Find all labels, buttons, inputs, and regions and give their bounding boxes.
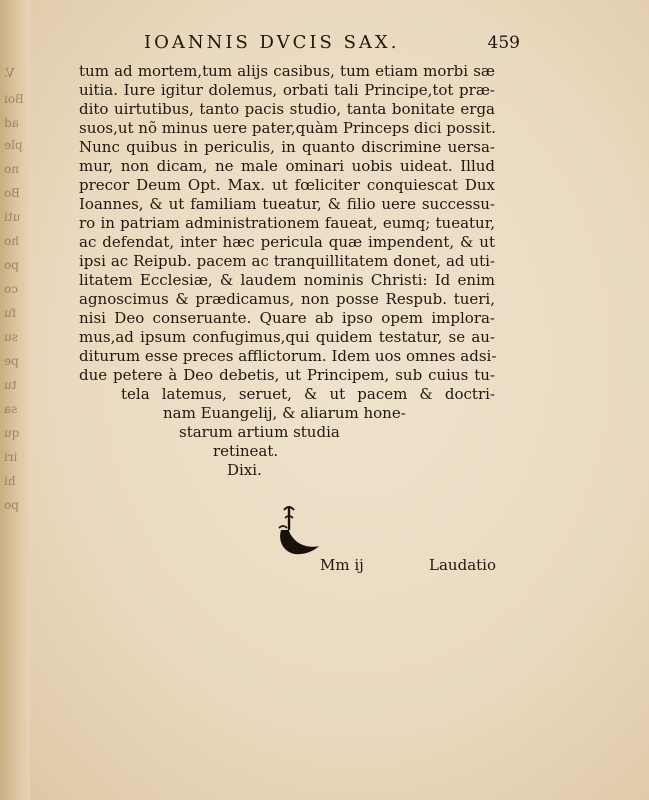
bleed-through-text: ho [4,234,19,248]
bleed-through-text: ad [4,116,19,130]
bleed-through-text: iri [4,450,18,464]
text-line: mur, non dicam, ne male ominari uobis uideat. Illud [79,157,495,175]
text-line: tela latemus, seruet, & ut pacem & doctri- [121,385,495,403]
page-number: 459 [487,33,520,53]
page-header [130,30,520,60]
text-line: dito uirtutibus, tanto pacis studio, tanta bonitate erga [79,100,495,118]
bleed-through-text: po [4,498,19,512]
closing-word: Dixi. [227,461,262,479]
bleed-through-text: hi [4,474,16,488]
bleed-through-text: uti [4,210,21,224]
text-line: uitia. Iure igitur dolemus, orbati tali Principe,tot præ- [79,81,495,99]
text-line: litatem Ecclesiæ, & laudem nominis Christi: Id enim [79,271,495,289]
text-line: nam Euangelij, & aliarum hone- [163,404,406,422]
page-footer [320,556,496,578]
text-line: ro in patriam administrationem faueat, eumq; tueatur, [79,214,495,232]
text-line: starum artium studia [179,423,340,441]
text-line: mus,ad ipsum confugimus,qui quidem testatur, se au- [79,328,495,346]
text-line: tum ad mortem,tum aliјs casibus, tum etiam morbi sæ [79,62,495,80]
running-title: IOANNIS DVCIS SAX. [144,32,400,53]
text-line: Nunc quibus in periculis, in quanto discrimine uersa- [79,138,495,156]
catchword: Laudatio [429,556,496,574]
text-line: ipsi ac Reipub. pacem ac tranquillitatem donet, ad uti- [79,252,495,270]
bleed-through-text: qu [4,426,20,440]
bleed-through-text: pe [4,354,19,368]
bleed-through-text: V. [4,66,15,80]
bleed-through-text: su [4,330,18,344]
bleed-through-text: ple [4,138,23,152]
bleed-through-text: tu [4,378,17,392]
bleed-through-text: co [4,282,18,296]
text-line: precor Deum Opt. Max. ut fœliciter conquiescat Dux [79,176,495,194]
text-line: nisi Deo conseruante. Quare ab ipso opem implora- [79,309,495,327]
binding-gutter [0,0,30,800]
text-line: retineat. [213,442,279,460]
text-line: agnoscimus & prædicamus, non posse Respub. tueri, [79,290,495,308]
bleed-through-text: Boi [4,92,24,106]
text-line: Ioannes, & ut familiam tueatur, & filio uere successu- [79,195,495,213]
bleed-through-text: Bo [4,186,21,200]
signature-mark: Mm ij [320,556,364,574]
bleed-through-text: fu [4,306,17,320]
text-line: suos,ut nõ minus uere pater,quàm Princeps dici possit. [79,119,496,137]
text-line: ac defendat, inter hæc pericula quæ impendent, & ut [79,233,495,251]
text-line: due petere à Deo debetis, ut Principem, sub cuius tu- [79,366,495,384]
bleed-through-text: po [4,258,19,272]
printers-ornament-icon [275,500,325,562]
bleed-through-text: no [4,162,19,176]
body-text [79,62,495,480]
text-line: diturum esse preces afflictorum. Idem uos omnes adsi- [79,347,497,365]
bleed-through-text: sa [4,402,18,416]
